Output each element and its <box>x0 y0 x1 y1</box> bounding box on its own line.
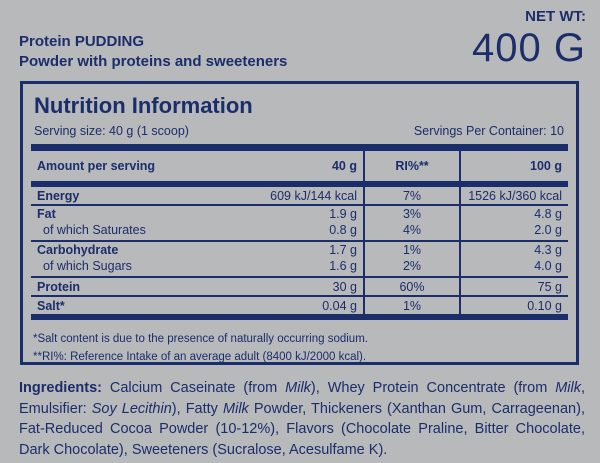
ingredients-part: Powder, Thickeners (Xanthan Gum, Carrageenan), Fat-Reduced Cocoa Powder (10-12%), Flavors (Chocolate Praline, Bitter Chocolate, Dark Chocolate), Sweeteners (Sucralose, Acesulfame K). <box>19 400 585 458</box>
column-header: RI%** <box>364 151 460 184</box>
table-row <box>31 296 568 317</box>
per-serving-value: 0.8 g <box>329 223 357 237</box>
per-serving-value: 1.7 g <box>329 243 357 257</box>
ingredients-part: Calcium Caseinate (from <box>101 380 286 396</box>
ri-value: 1% <box>364 296 460 317</box>
per-100g-value: 4.0 g <box>534 259 562 273</box>
net-weight-label: NET WT: <box>525 8 586 25</box>
per-serving-value: 0.04 g <box>322 298 357 313</box>
nutrition-table <box>31 151 568 320</box>
per-100g-value: 0.10 g <box>527 298 562 313</box>
ri-value: 60% <box>364 277 460 296</box>
nutrient-label: Carbohydrate <box>37 243 119 257</box>
product-header <box>19 32 287 72</box>
nutrient-sublabel: of which Sugars <box>43 259 132 273</box>
per-serving-value: 1.9 g <box>329 207 357 221</box>
net-weight <box>472 8 586 70</box>
product-description: Powder with proteins and sweeteners <box>19 53 288 70</box>
per-100g-value: 2.0 g <box>534 223 562 237</box>
nutrient-label: Fat <box>37 207 56 221</box>
column-header: 40 g <box>331 159 357 173</box>
nutrient-label: Salt* <box>37 298 65 313</box>
ri-value: 3% <box>402 207 422 221</box>
ingredients-part: ), Whey Protein Concentrate (from <box>310 380 556 396</box>
table-row <box>31 205 568 241</box>
per-100g-value: 4.8 g <box>534 207 562 221</box>
ri-value: 4% <box>402 223 422 237</box>
per-100g-value: 4.3 g <box>534 243 562 257</box>
ingredients-part: , Emulsifier: <box>19 380 585 417</box>
column-header: 100 g <box>530 159 562 173</box>
nutrient-sublabel: of which Saturates <box>43 223 146 237</box>
allergen-soy: Soy Lecithin <box>91 400 172 417</box>
product-name: Protein PUDDING <box>19 33 145 50</box>
table-row <box>31 241 568 277</box>
ri-value: 2% <box>402 259 422 273</box>
footnote-salt: *Salt content is due to the presence of naturally occurring sodium. <box>33 333 368 345</box>
ingredients-label: Ingredients: <box>19 380 102 396</box>
allergen-milk: Milk <box>285 380 311 396</box>
servings-per-container: Servings Per Container: 10 <box>413 124 564 138</box>
divider <box>31 144 568 151</box>
per-100g-value: 1526 kJ/360 kcal <box>468 188 562 203</box>
ri-value: 7% <box>364 184 460 205</box>
nutrient-label: Energy <box>37 188 80 203</box>
allergen-milk: Milk <box>223 400 249 417</box>
nutrition-title: Nutrition Information <box>34 93 253 118</box>
table-row <box>31 184 568 205</box>
serving-size: Serving size: 40 g (1 scoop) <box>34 124 189 138</box>
allergen-milk: Milk <box>555 380 581 396</box>
per-serving-value: 609 kJ/144 kcal <box>270 188 357 203</box>
ingredients-text <box>19 378 585 460</box>
nutrition-panel <box>20 81 579 365</box>
table-row <box>31 277 568 296</box>
ingredients-part: ), Fatty <box>171 400 224 417</box>
table-header-row <box>31 151 568 184</box>
per-100g-value: 75 g <box>537 279 562 294</box>
nutrient-label: Protein <box>37 279 81 294</box>
footnote-ri: **RI%: Reference Intake of an average adult (8400 kJ/2000 kcal). <box>33 351 367 363</box>
net-weight-value: 400 G <box>472 26 586 70</box>
per-serving-value: 30 g <box>332 279 357 294</box>
column-header: Amount per serving <box>37 159 156 173</box>
ri-value: 1% <box>402 243 422 257</box>
per-serving-value: 1.6 g <box>329 259 357 273</box>
